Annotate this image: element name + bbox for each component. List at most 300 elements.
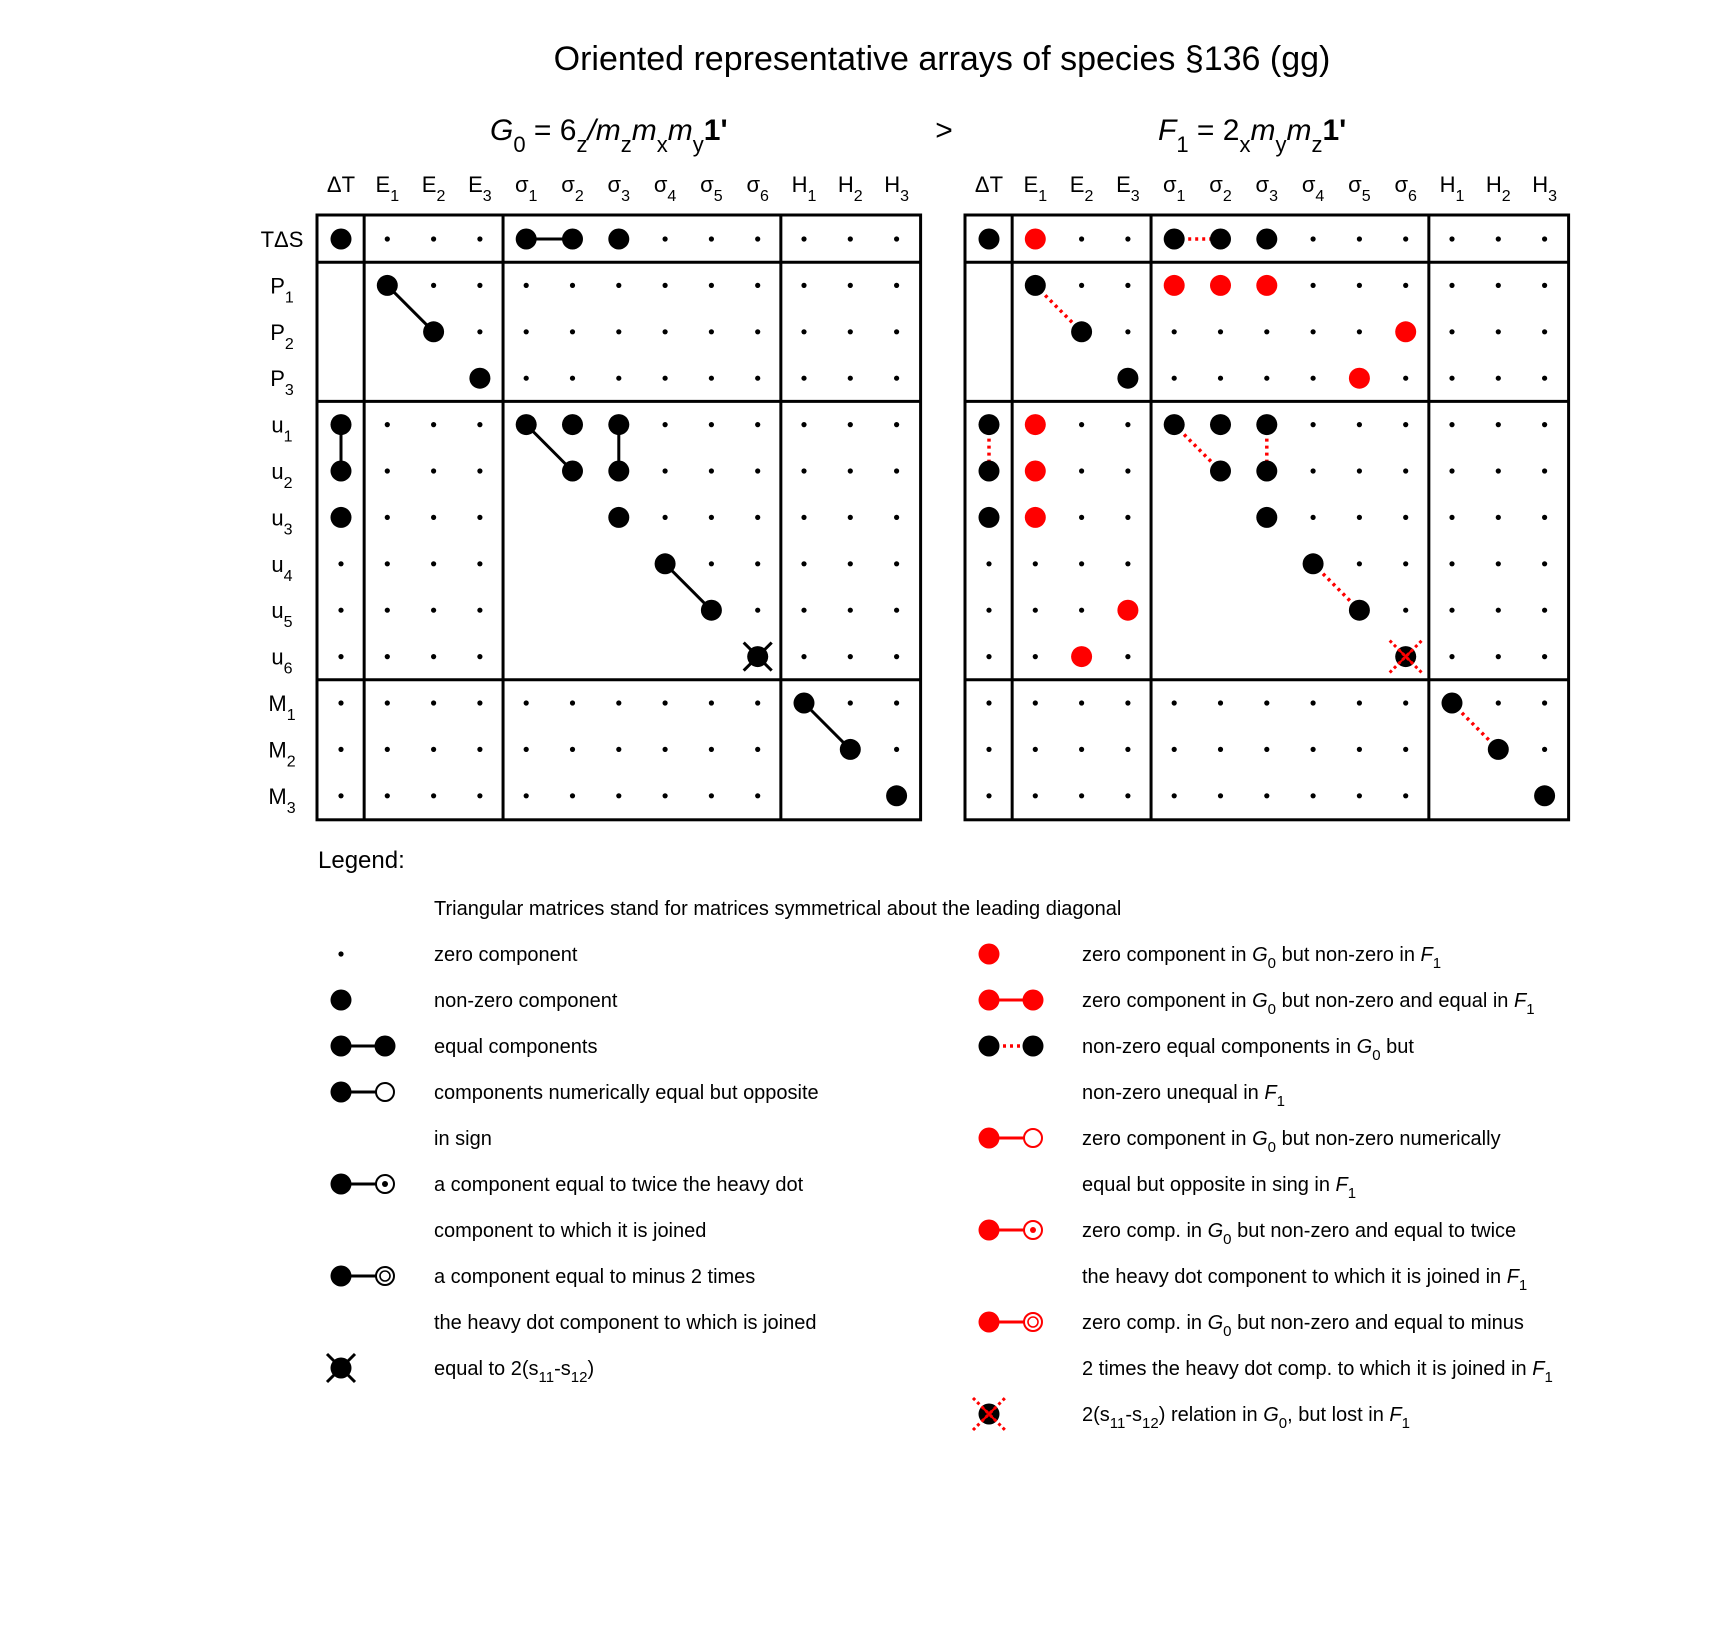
left-col-label-2-sub: 2 <box>436 188 446 205</box>
header-left-equals: = 6 <box>525 114 577 147</box>
row-label-11 <box>268 737 295 770</box>
left-col-label-6-main: σ <box>607 172 622 197</box>
left-col-label-11-main: H <box>837 172 854 197</box>
row-label-0 <box>261 227 304 252</box>
right-zero-3-9 <box>1403 376 1408 381</box>
legend-right-item-5-line-1-seg: 2 times the heavy dot comp. to which it is joined in <box>1082 1358 1533 1380</box>
legend-right-item-2 <box>979 1036 1415 1111</box>
right-zero-5-10 <box>1449 468 1454 473</box>
right-col-label-5-main: σ <box>1209 172 1223 197</box>
left-col-label-9-sub: 6 <box>760 188 769 205</box>
legend-right-item-1-line-0-seg: but non-zero and equal in <box>1276 990 1514 1012</box>
right-zero-10-5 <box>1218 700 1223 705</box>
right-col-label-6 <box>1256 172 1279 205</box>
legend-right-item-1-line-0-sub: 1 <box>1526 1001 1535 1018</box>
right-zero-0-7 <box>1311 236 1316 241</box>
left-dot-4-5 <box>562 414 583 435</box>
right-dot-2-2 <box>1071 321 1092 342</box>
right-zero-12-5 <box>1218 793 1223 798</box>
right-zero-5-12 <box>1542 468 1547 473</box>
left-zero-0-2 <box>431 236 436 241</box>
left-dot-3-3 <box>469 368 490 389</box>
right-zero-7-9 <box>1403 561 1408 566</box>
header-left-group <box>490 114 728 157</box>
left-zero-3-6 <box>616 376 621 381</box>
left-zero-7-12 <box>894 561 899 566</box>
right-zero-7-10 <box>1449 561 1454 566</box>
left-zero-5-8 <box>709 468 714 473</box>
left-col-label-7 <box>654 172 677 205</box>
row-label-5-sub: 2 <box>283 475 293 492</box>
legend-right-item-4-red-twice-pair-icon <box>979 1220 1043 1241</box>
right-zero-6-10 <box>1449 515 1454 520</box>
right-col-label-1-main: E <box>1023 172 1039 197</box>
right-col-label-11 <box>1486 172 1511 205</box>
right-col-label-12 <box>1532 172 1557 205</box>
left-zero-2-3 <box>477 329 482 334</box>
legend-left-item-3-opposite-pair-icon-dot-a <box>331 1082 352 1103</box>
header-right-formula <box>1158 114 1346 157</box>
row-label-4 <box>271 413 292 446</box>
legend-left-item-3-line-1 <box>434 1128 492 1150</box>
right-col-label-0-main: ΔT <box>974 172 1004 197</box>
left-zero-10-3 <box>477 700 482 705</box>
right-zero-4-3 <box>1125 422 1130 427</box>
legend-right-item-0-line-0-seg: zero component in <box>1082 944 1253 966</box>
right-dot-5-5 <box>1210 461 1231 482</box>
left-zero-4-12 <box>894 422 899 427</box>
left-zero-2-7 <box>663 329 668 334</box>
right-zero-2-11 <box>1496 329 1501 334</box>
left-dot-4-6 <box>608 414 629 435</box>
left-zero-3-12 <box>894 376 899 381</box>
left-zero-10-5 <box>570 700 575 705</box>
row-label-4-main: u <box>271 412 284 438</box>
left-zero-10-8 <box>709 700 714 705</box>
legend-right-item-3-line-0-sub: 0 <box>1267 1139 1277 1156</box>
legend-right-item-2-line-1-seg: non-zero unequal in <box>1082 1082 1265 1104</box>
right-red-dot-1-6 <box>1256 275 1277 296</box>
left-zero-10-7 <box>663 700 668 705</box>
left-zero-5-1 <box>385 468 390 473</box>
right-zero-3-11 <box>1496 376 1501 381</box>
legend-right-item-1-red-equal-pair-icon <box>979 990 1044 1011</box>
right-zero-0-10 <box>1449 236 1454 241</box>
left-zero-11-6 <box>616 747 621 752</box>
header-right-group <box>1158 114 1346 157</box>
left-dot-6-0 <box>331 507 352 528</box>
right-zero-11-6 <box>1264 747 1269 752</box>
right-col-label-5-sub: 2 <box>1222 188 1232 205</box>
right-col-label-0 <box>975 172 1003 197</box>
right-dot-3-3 <box>1117 368 1138 389</box>
legend-left-item-6-cross-dot-icon-cross <box>327 1354 355 1382</box>
header-right-sub-z: z <box>1311 132 1323 157</box>
row-label-6-main: u <box>271 505 284 531</box>
left-dot-6-6 <box>608 507 629 528</box>
right-col-label-8 <box>1348 172 1371 205</box>
left-zero-11-3 <box>477 747 482 752</box>
left-zero-6-12 <box>894 515 899 520</box>
legend-right-item-1-red-equal-pair-icon-dot-b <box>1023 990 1044 1011</box>
right-zero-12-9 <box>1403 793 1408 798</box>
legend-left-item-6-line-0-sub: 11 <box>538 1369 555 1386</box>
right-red-dot-9-2 <box>1071 646 1092 667</box>
row-label-9 <box>271 645 292 678</box>
legend-right-item-2-line-1-sym: F <box>1264 1082 1277 1104</box>
left-zero-5-10 <box>801 468 806 473</box>
right-zero-2-12 <box>1542 329 1547 334</box>
header-right-symbol: F <box>1158 114 1177 147</box>
left-col-label-4-sub: 1 <box>528 188 538 205</box>
left-zero-9-10 <box>801 654 806 659</box>
left-zero-11-1 <box>385 747 390 752</box>
right-dot-4-0 <box>979 414 1000 435</box>
left-dot-2-2 <box>423 321 444 342</box>
legend-left-item-0 <box>338 944 577 966</box>
right-zero-0-12 <box>1542 236 1547 241</box>
left-zero-1-10 <box>801 283 806 288</box>
right-col-label-7-sub: 4 <box>1315 188 1325 205</box>
left-dot-4-0 <box>331 414 352 435</box>
legend-right-item-6-red-cross-dot-icon-cross <box>973 1398 1005 1430</box>
left-col-label-8-sub: 5 <box>713 188 723 205</box>
right-col-label-1-sub: 1 <box>1038 188 1048 205</box>
right-zero-10-3 <box>1125 700 1130 705</box>
right-zero-9-3 <box>1125 654 1130 659</box>
legend-right-item-6-line-0-sym: G <box>1263 1404 1279 1426</box>
left-col-label-5-main: σ <box>561 172 575 197</box>
left-col-label-1-main: E <box>375 172 391 197</box>
legend-right-item-5-line-0-seg: zero comp. in <box>1082 1312 1208 1334</box>
row-label-2-main: P <box>270 319 285 345</box>
left-zero-8-9 <box>755 608 760 613</box>
right-dot-11-11 <box>1488 739 1509 760</box>
right-col-label-7 <box>1302 172 1325 205</box>
right-zero-10-9 <box>1403 700 1408 705</box>
right-zero-7-8 <box>1357 561 1362 566</box>
right-zero-6-7 <box>1311 515 1316 520</box>
left-zero-6-2 <box>431 515 436 520</box>
left-zero-10-12 <box>894 700 899 705</box>
legend-right-item-6-line-0-sub: 0 <box>1278 1415 1288 1432</box>
legend-right-item-2-line-0-seg: but <box>1380 1036 1414 1058</box>
right-dot-6-6 <box>1256 507 1277 528</box>
left-col-label-10-sub: 1 <box>807 188 817 205</box>
right-red-dot-1-5 <box>1210 275 1231 296</box>
right-zero-1-3 <box>1125 283 1130 288</box>
right-zero-8-9 <box>1403 608 1408 613</box>
header-right-equals: = 2 <box>1188 114 1240 147</box>
right-dot-12-12 <box>1534 785 1555 806</box>
left-zero-4-10 <box>801 422 806 427</box>
right-red-dot-2-9 <box>1395 321 1416 342</box>
legend-right-item-2-line-0-sub: 0 <box>1372 1047 1381 1064</box>
row-label-6 <box>271 505 292 538</box>
left-zero-4-11 <box>848 422 853 427</box>
left-zero-12-6 <box>616 793 621 798</box>
left-zero-2-5 <box>570 329 575 334</box>
legend-right-item-4-line-1-seg: the heavy dot component to which it is joined in <box>1082 1266 1507 1288</box>
left-zero-8-0 <box>338 608 343 613</box>
left-col-label-12-main: H <box>884 172 901 197</box>
legend-left-item-1-big-dot-icon-dot <box>331 990 352 1011</box>
left-col-label-9 <box>746 172 769 205</box>
right-zero-2-10 <box>1449 329 1454 334</box>
row-label-7-main: u <box>271 551 284 577</box>
header-right-sub-y: y <box>1275 132 1287 157</box>
left-zero-1-4 <box>524 283 529 288</box>
right-zero-11-8 <box>1357 747 1362 752</box>
legend-left-item-3 <box>331 1082 819 1151</box>
left-col-label-6-sub: 3 <box>621 188 631 205</box>
page-title: Oriented representative arrays of species §136 (gg) <box>553 40 1331 78</box>
left-zero-7-8 <box>709 561 714 566</box>
right-zero-5-7 <box>1311 468 1316 473</box>
left-zero-7-3 <box>477 561 482 566</box>
legend-left-item-2-equal-pair-icon-dot-b <box>375 1036 396 1057</box>
header-left-subscript: 0 <box>513 132 526 157</box>
legend-right-item-4-line-0-seg: but non-zero and equal to twice <box>1231 1220 1517 1242</box>
legend-right-item-1-line-0-sym: G <box>1252 990 1268 1012</box>
right-zero-12-1 <box>1033 793 1038 798</box>
left-zero-1-3 <box>477 283 482 288</box>
right-zero-1-7 <box>1311 283 1316 288</box>
right-zero-4-8 <box>1357 422 1362 427</box>
right-zero-10-1 <box>1033 700 1038 705</box>
left-zero-9-2 <box>431 654 436 659</box>
left-zero-2-8 <box>709 329 714 334</box>
left-zero-4-3 <box>477 422 482 427</box>
left-col-label-6 <box>608 172 631 205</box>
right-zero-1-8 <box>1357 283 1362 288</box>
legend-right-item-6-line-0-sym: s <box>1132 1404 1143 1426</box>
right-col-label-6-sub: 3 <box>1269 188 1279 205</box>
left-col-label-5-sub: 2 <box>574 188 584 205</box>
row-label-2 <box>270 320 294 353</box>
legend-left-item-5-minus-two-pair-icon <box>331 1266 395 1287</box>
legend-left-item-1-big-dot-icon <box>331 990 352 1011</box>
left-zero-11-0 <box>338 747 343 752</box>
left-zero-10-4 <box>524 700 529 705</box>
right-col-label-10-sub: 1 <box>1455 188 1465 205</box>
right-zero-12-8 <box>1357 793 1362 798</box>
left-zero-12-0 <box>338 793 343 798</box>
right-zero-7-12 <box>1542 561 1547 566</box>
left-col-label-2-main: E <box>421 172 437 197</box>
left-zero-1-9 <box>755 283 760 288</box>
right-zero-9-11 <box>1496 654 1501 659</box>
right-zero-5-11 <box>1496 468 1501 473</box>
right-zero-11-12 <box>1542 747 1547 752</box>
right-zero-7-1 <box>1033 561 1038 566</box>
left-col-label-8-main: σ <box>700 172 714 197</box>
right-col-label-2-main: E <box>1069 172 1085 197</box>
left-zero-4-2 <box>431 422 436 427</box>
left-dot-10-10 <box>794 693 815 714</box>
legend-right-item-6-line-0-sub: 12 <box>1142 1415 1159 1432</box>
right-zero-3-10 <box>1449 376 1454 381</box>
header-left-mirror: /m <box>587 114 621 147</box>
legend-right-item-1-line-0 <box>1082 990 1535 1018</box>
legend-right-item-0-line-0-sym: G <box>1252 944 1268 966</box>
left-dot-12-12 <box>886 785 907 806</box>
right-col-label-4 <box>1163 172 1186 205</box>
right-col-label-3-main: E <box>1116 172 1131 197</box>
left-zero-4-7 <box>663 422 668 427</box>
row-label-12-main: M <box>268 783 287 809</box>
left-dot-0-4 <box>516 229 537 250</box>
legend-right-item-0-line-0-seg: but non-zero in <box>1276 944 1421 966</box>
legend-right-item-4-line-1 <box>1082 1266 1527 1294</box>
left-col-label-1-sub: 1 <box>390 188 400 205</box>
right-zero-6-2 <box>1079 515 1084 520</box>
left-zero-11-9 <box>755 747 760 752</box>
left-col-label-0 <box>327 172 355 197</box>
left-col-label-4-main: σ <box>514 172 529 197</box>
right-col-label-9 <box>1394 172 1417 205</box>
left-zero-5-7 <box>663 468 668 473</box>
legend-right-item-6-line-0-sub: 11 <box>1109 1415 1126 1432</box>
right-zero-9-1 <box>1033 654 1038 659</box>
left-zero-3-4 <box>524 376 529 381</box>
left-col-label-4 <box>515 172 538 205</box>
left-zero-5-9 <box>755 468 760 473</box>
right-zero-3-4 <box>1172 376 1177 381</box>
row-label-7-sub: 4 <box>283 567 293 585</box>
right-red-dot-0-1 <box>1025 229 1046 250</box>
legend-right-item-3-line-0-seg: zero component in <box>1082 1128 1253 1150</box>
right-col-label-9-main: σ <box>1394 172 1409 197</box>
left-zero-3-8 <box>709 376 714 381</box>
legend-left-item-5-minus-two-pair-icon-ring <box>376 1267 394 1285</box>
left-dot-8-8 <box>701 600 722 621</box>
legend-right-item-0-line-0-sub: 0 <box>1267 955 1277 972</box>
left-col-label-12 <box>884 172 909 205</box>
left-zero-6-10 <box>801 515 806 520</box>
left-cross-9-9 <box>744 643 772 671</box>
right-col-label-2-sub: 2 <box>1084 188 1094 205</box>
left-col-label-0-main: ΔT <box>326 172 356 197</box>
legend-right-item-3-line-0-sym: G <box>1252 1128 1268 1150</box>
right-zero-8-1 <box>1033 608 1038 613</box>
legend-right-item-5-line-0-sub: 0 <box>1223 1323 1232 1340</box>
legend-right-item-3 <box>979 1128 1501 1203</box>
right-dot-5-6 <box>1256 461 1277 482</box>
left-dot-5-0 <box>331 461 352 482</box>
left-col-label-8 <box>700 172 723 205</box>
left-col-label-7-sub: 4 <box>667 188 677 205</box>
row-label-9-sub: 6 <box>283 660 293 678</box>
right-zero-12-3 <box>1125 793 1130 798</box>
right-zero-4-12 <box>1542 422 1547 427</box>
right-zero-5-8 <box>1357 468 1362 473</box>
right-zero-8-11 <box>1496 608 1501 613</box>
legend-right-item-6-line-0-seg: - <box>1125 1404 1133 1426</box>
left-dot-4-4 <box>516 414 537 435</box>
legend-left-item-3-opposite-pair-icon-ring <box>376 1083 394 1101</box>
left-zero-12-5 <box>570 793 575 798</box>
right-zero-11-1 <box>1033 747 1038 752</box>
left-zero-6-3 <box>477 515 482 520</box>
left-col-label-7-main: σ <box>653 172 668 197</box>
legend-left-item-4-line-1 <box>434 1220 706 1242</box>
legend-right-item-6-line-0-seg: 2( <box>1082 1404 1100 1426</box>
left-zero-0-1 <box>385 236 390 241</box>
legend-right-item-5-line-1-sub: 1 <box>1544 1369 1553 1386</box>
legend-left-item-4-line-0-seg: a component equal to twice the heavy dot <box>434 1174 804 1196</box>
left-zero-10-9 <box>755 700 760 705</box>
right-zero-6-12 <box>1542 515 1547 520</box>
left-dot-1-1 <box>377 275 398 296</box>
right-zero-5-3 <box>1125 468 1130 473</box>
right-zero-1-10 <box>1449 283 1454 288</box>
left-zero-10-2 <box>431 700 436 705</box>
left-zero-12-9 <box>755 793 760 798</box>
left-zero-5-12 <box>894 468 899 473</box>
legend-right-item-4-line-1-sub: 1 <box>1518 1277 1528 1294</box>
legend-right-item-1-red-equal-pair-icon-dot-a <box>979 990 1000 1011</box>
legend-right-item-6-red-cross-dot-icon <box>973 1398 1005 1430</box>
left-zero-0-11 <box>848 236 853 241</box>
header-right-sub-x: x <box>1239 132 1251 157</box>
row-label-3-sub: 3 <box>284 382 294 400</box>
legend-right-item-5-line-0 <box>1082 1312 1524 1340</box>
right-zero-8-12 <box>1542 608 1547 613</box>
right-zero-1-9 <box>1403 283 1408 288</box>
row-label-2-sub: 2 <box>284 335 294 353</box>
right-zero-6-8 <box>1357 515 1362 520</box>
left-col-label-5 <box>561 172 584 205</box>
left-zero-12-1 <box>385 793 390 798</box>
header-left-symbol: G <box>490 114 514 147</box>
legend-right-item-5-red-minus-two-pair-icon-dot-a <box>979 1312 1000 1333</box>
left-zero-12-8 <box>709 793 714 798</box>
legend-right-item-0-red-dot-icon <box>979 944 1000 965</box>
legend-right-item-2-dotted-pair-icon-dot-b <box>1023 1036 1044 1057</box>
right-cross-9-9 <box>1390 641 1422 673</box>
legend-left-item-6-line-0-sym: s <box>560 1358 571 1380</box>
right-col-label-3 <box>1116 172 1140 205</box>
legend-left-item-6-cross-dot-icon <box>327 1354 355 1382</box>
header-left-sub-z: z <box>620 132 632 157</box>
header-right-time-reversal: 1' <box>1322 114 1347 147</box>
right-zero-6-9 <box>1403 515 1408 520</box>
legend-left-item-4-line-0 <box>434 1174 804 1196</box>
legend-left-item-6-line-0-seg: ) <box>587 1358 595 1380</box>
left-zero-12-7 <box>663 793 668 798</box>
right-zero-2-3 <box>1125 329 1130 334</box>
legend-right-item-3-line-1 <box>1082 1174 1356 1202</box>
right-zero-7-0 <box>986 561 991 566</box>
legend-right-item-0-line-0 <box>1082 944 1441 972</box>
row-label-11-sub: 2 <box>286 753 296 771</box>
legend-right-item-5-line-1-sym: F <box>1532 1358 1545 1380</box>
left-zero-12-4 <box>524 793 529 798</box>
legend-left-item-1-line-0-seg: non-zero component <box>434 990 618 1012</box>
left-zero-0-9 <box>755 236 760 241</box>
row-label-12-sub: 3 <box>286 799 296 817</box>
matrix-left <box>261 172 921 820</box>
legend-right-item-0 <box>979 944 1442 973</box>
legend-left-item-2-line-0 <box>434 1036 597 1058</box>
right-red-dot-8-3 <box>1117 600 1138 621</box>
right-zero-9-0 <box>986 654 991 659</box>
legend-left-item-3-line-0 <box>434 1082 819 1104</box>
left-zero-11-12 <box>894 747 899 752</box>
right-zero-0-9 <box>1403 236 1408 241</box>
left-col-label-3 <box>468 172 492 205</box>
